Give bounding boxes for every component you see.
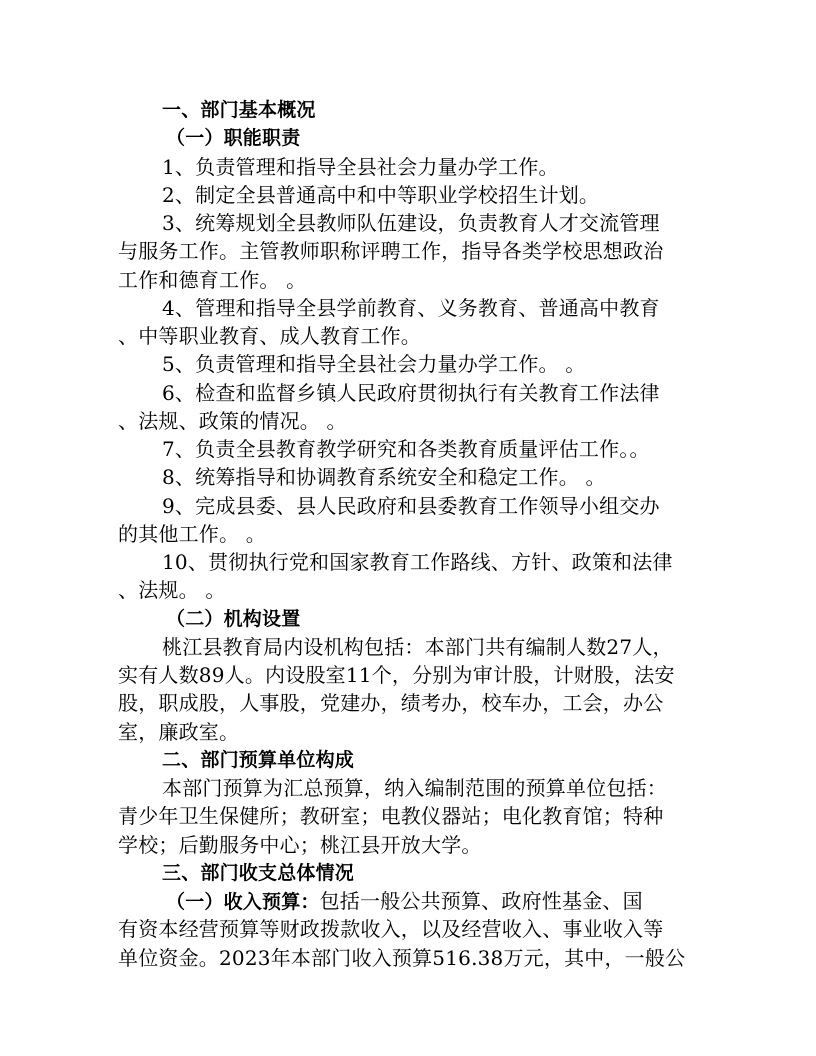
duty-item-continued: 与服务工作。主管教师职称评聘工作，指导各类学校思想政治 [118, 239, 664, 264]
duty-item: 8、统筹指导和协调教育系统安全和稳定工作。 。 [162, 465, 606, 490]
budget-units-paragraph-continued: 学校；后勤服务中心；桃江县开放大学。 [118, 832, 482, 857]
income-budget-paragraph [118, 887, 700, 915]
subsection-heading-duties: （一）职能职责 [166, 127, 301, 150]
duty-item-continued: 、法规、政策的情况。 。 [118, 408, 347, 433]
duty-item: 7、负责全县教育教学研究和各类教育质量评估工作。。 [162, 437, 650, 461]
income-budget-paragraph-continued: 单位资金。2023年本部门收入预算516.38万元，其中，一般公 [118, 945, 686, 970]
budget-units-paragraph: 本部门预算为汇总预算，纳入编制范围的预算单位包括： [162, 776, 667, 800]
duty-item: 4、管理和指导全县学前教育、义务教育、普通高中教育 [162, 295, 660, 320]
duty-item: 10、贯彻执行党和国家教育工作路线、方针、政策和法律 [162, 550, 673, 574]
section-heading-budget-units: 二、部门预算单位构成 [162, 748, 355, 771]
duty-item: 3、统筹规划全县教师队伍建设，负责教育人才交流管理 [162, 211, 660, 235]
duty-item-continued: 、中等职业教育、成人教育工作。 [118, 324, 421, 348]
duty-item-continued: 的其他工作。 。 [118, 521, 266, 546]
section-heading-basic-overview: 一、部门基本概况 [162, 99, 316, 121]
document-body [118, 96, 700, 972]
income-budget-text: 包括一般公共预算、政府性基金、国 [319, 889, 643, 913]
duty-item-continued: 、法规。 。 [118, 578, 226, 603]
organization-paragraph-continued: 股，职成股，人事股，党建办，绩考办，校车办，工会，办公 [118, 691, 664, 716]
organization-paragraph-continued: 实有人数89人。内设股室11个，分别为审计股，计财股，法安 [118, 663, 675, 687]
duty-item: 2、制定全县普通高中和中等职业学校招生计划。 [162, 182, 600, 207]
duty-item: 1、负责管理和指导全县社会力量办学工作。 [162, 154, 559, 179]
duty-item: 6、检查和监督乡镇人民政府贯彻执行有关教育工作法律 [162, 380, 660, 405]
duty-item: 9、完成县委、县人民政府和县委教育工作领导小组交办 [162, 493, 660, 518]
duty-item-continued: 工作和德育工作。 。 [118, 267, 307, 292]
organization-paragraph: 桃江县教育局内设机构包括：本部门共有编制人数27人， [162, 634, 673, 659]
organization-paragraph-continued: 室，廉政室。 [118, 719, 240, 744]
income-budget-lead: （一）收入预算： [166, 891, 320, 913]
section-heading-income-expenditure: 三、部门收支总体情况 [162, 861, 355, 884]
income-budget-paragraph-continued: 有资本经营预算等财政拨款收入，以及经营收入、事业收入等 [118, 917, 664, 942]
duty-item: 5、负责管理和指导全县社会力量办学工作。 。 [162, 352, 586, 377]
subsection-heading-organization: （二）机构设置 [166, 607, 301, 630]
budget-units-paragraph-continued: 青少年卫生保健所；教研室；电教仪器站；电化教育馆；特种 [118, 804, 664, 829]
